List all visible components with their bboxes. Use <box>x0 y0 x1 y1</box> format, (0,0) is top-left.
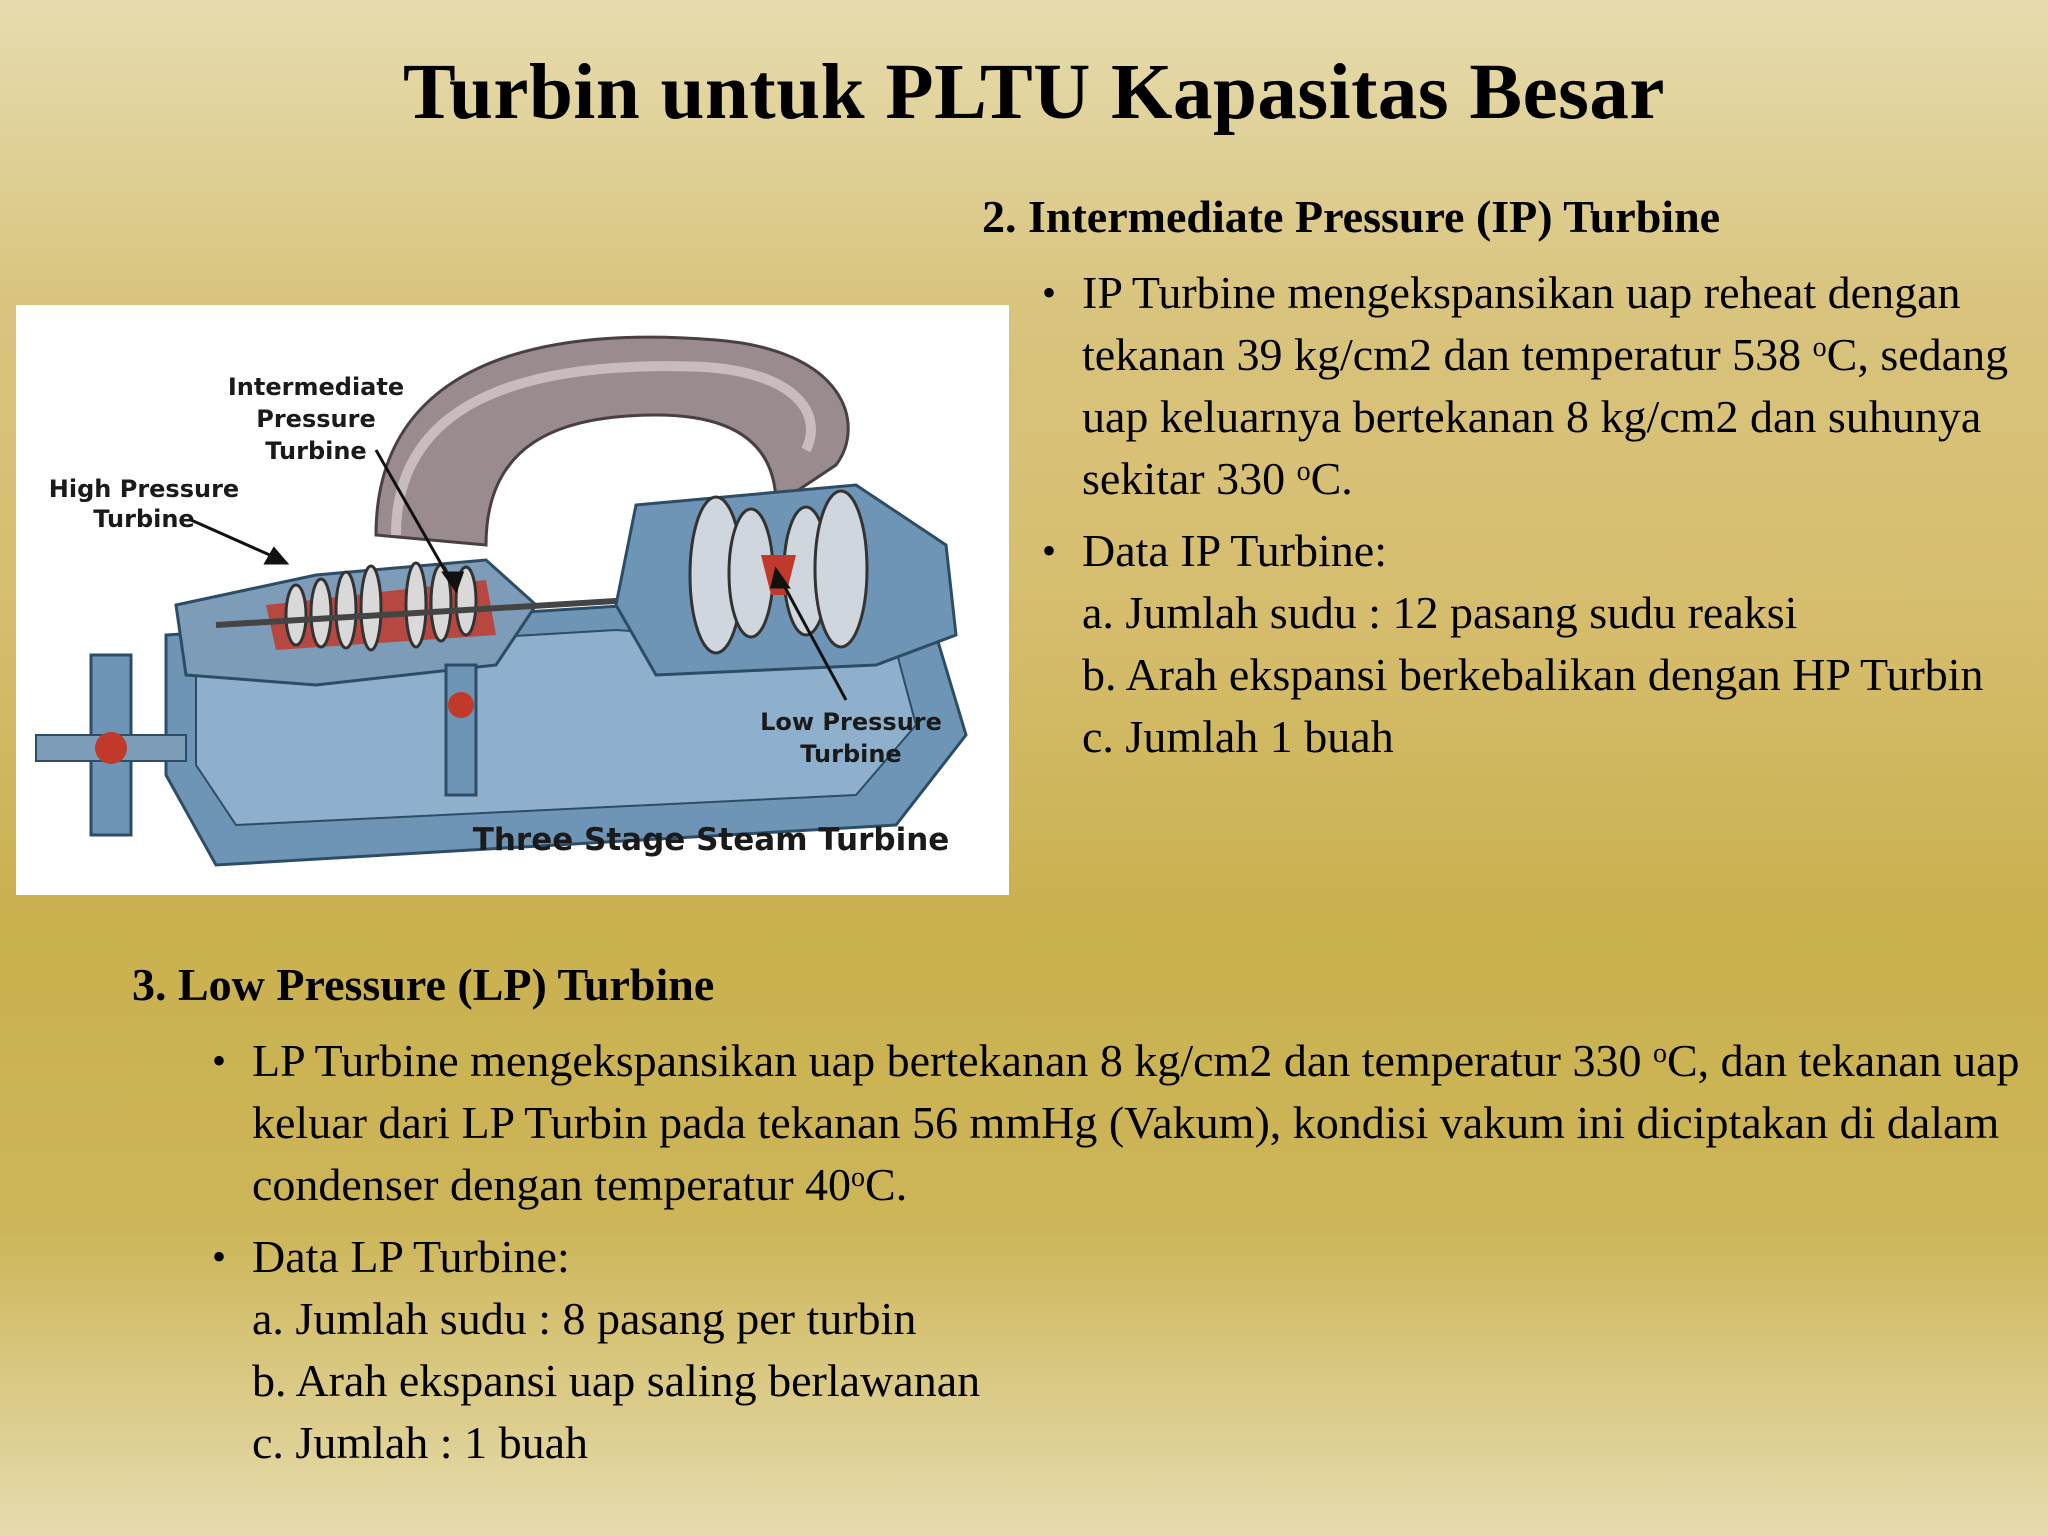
ip-turbine-heading: 2. Intermediate Pressure (IP) Turbine <box>982 191 1721 242</box>
label-high-pressure-line2: Turbine <box>93 505 195 533</box>
ip-bullet-description <box>1082 262 2017 510</box>
label-intermediate-line1: Intermediate <box>227 373 405 401</box>
lp-desc-part1: LP Turbine mengekspansikan uap bertekanan 8 kg/cm2 dan temperatur 330 <box>252 1035 1653 1086</box>
ip-degree-sup2: o <box>1296 456 1311 487</box>
label-low-pressure-line2: Turbine <box>800 740 902 768</box>
lp-data-title: • Data LP Turbine: <box>252 1231 570 1282</box>
lp-desc-part2: C, dan tekanan uap keluar dari LP Turbin pada tekanan 56 mmHg (Vakum), kondisi vakum ini diciptakan di dalam condenser dengan temperatur 40 <box>252 1035 2020 1210</box>
ip-desc-part3: C. <box>1310 453 1353 504</box>
ip-desc-part2: C, sedang uap keluarnya bertekanan 8 kg/cm2 dan suhunya sekitar 330 <box>1082 329 2009 504</box>
ip-desc-part1: IP Turbine mengekspansikan uap reheat dengan tekanan 39 kg/cm2 dan temperatur 538 <box>1082 267 1961 380</box>
ip-data-a: a. Jumlah sudu : 12 pasang sudu reaksi <box>1082 587 1798 638</box>
lp-degree-sup2: o <box>851 1162 866 1193</box>
lp-bullet-data <box>252 1226 2032 1474</box>
lp-bullet-description <box>252 1030 2032 1216</box>
lp-desc-part3: C. <box>865 1159 908 1210</box>
lp-data-c: c. Jumlah : 1 buah <box>252 1417 588 1468</box>
lp-turbine-bullets <box>252 1030 2032 1484</box>
ip-data-c: c. Jumlah 1 buah <box>1082 711 1394 762</box>
label-high-pressure-line1: High Pressure <box>48 475 240 503</box>
ip-bullet-data <box>1082 520 2017 768</box>
lp-data-a: a. Jumlah sudu : 8 pasang per turbin <box>252 1293 917 1344</box>
label-intermediate-line3: Turbine <box>265 437 367 465</box>
ip-data-b: b. Arah ekspansi berkebalikan dengan HP Turbin <box>1082 649 1984 700</box>
lp-turbine-heading: 3. Low Pressure (LP) Turbine <box>132 959 715 1010</box>
label-intermediate-line2: Pressure <box>256 405 376 433</box>
label-low-pressure-line1: Low Pressure <box>760 708 942 736</box>
ip-data-title: • Data IP Turbine: <box>1082 525 1387 576</box>
ip-turbine-bullets <box>1082 262 2017 778</box>
steam-turbine-illustration <box>16 305 1009 895</box>
figure-caption: Three Stage Steam Turbine <box>472 822 950 858</box>
slide-title: Turbin untuk PLTU Kapasitas Besar <box>403 49 1665 136</box>
lp-data-b: b. Arah ekspansi uap saling berlawanan <box>252 1355 981 1406</box>
ip-degree-sup1: o <box>1812 332 1827 363</box>
lp-degree-sup1: o <box>1652 1038 1667 1069</box>
turbine-cutaway-drawing <box>16 305 1009 895</box>
